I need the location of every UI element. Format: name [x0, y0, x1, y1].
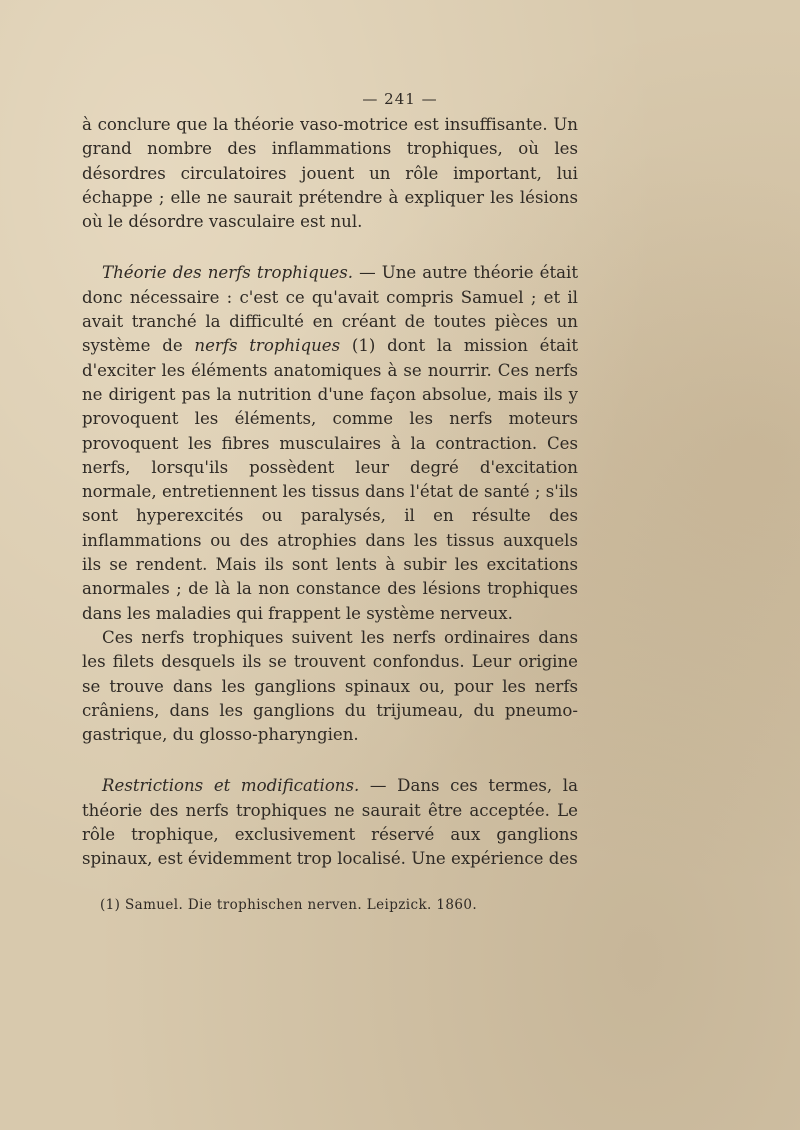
section-heading-restrictions: Restrictions et modifications. [102, 776, 360, 796]
paragraph-text: — Dans ces termes, la théorie des nerfs trophiques ne saurait être acceptée. Le rôle trophique, exclusivement réservé aux ganglions spinaux, est évidemment trop localisé. Une expérience des [82, 776, 579, 869]
term-trophic-nerves: nerfs trophiques [194, 336, 341, 356]
paragraph-trophic-nerves-origin: Ces nerfs trophiques suivent les nerfs ordinaires dans les filets desquels ils se trouvent confondus. Leur origine se trouve dans les ganglions spinaux ou, pour les nerfs crâniens, dans les ganglions du trijumeau, du pneumo-gastrique, du glosso-pharyngien. [82, 627, 578, 745]
footnote: (1) Samuel. Die trophischen nerven. Leipzick. 1860. [100, 897, 478, 913]
paragraph-text: (1) dont la mission était d'exciter les éléments anatomiques à se nourrir. Ces nerfs ne dirigent pas la nutrition d'une façon absolue, mais ils y provoquent les éléments, comme les nerfs moteurs provoquent les fibres musculaires à la contraction. Ces nerfs, lorsqu'ils possèdent leur degré d'excitation normale, entretiennent les tissus dans l'état de santé ; s'ils sont hyperexcités ou paralysés, il en résulte des inflammations ou des atrophies dans les tissus auxquels ils se rendent. Mais ils sont lents à subir les excitations anormales ; de là la non constance des lésions trophiques dans les maladies qui frappent le système nerveux. [82, 336, 578, 623]
paragraph-restrictions [82, 774, 578, 871]
body-text [82, 113, 578, 872]
paragraph-trophic-nerves-theory [82, 261, 578, 625]
section-heading-trophic-nerves: Théorie des nerfs trophiques. [102, 263, 353, 283]
paragraph-vaso-motor-conclusion: à conclure que la théorie vaso-motrice est insuffisante. Un grand nombre des inflammations trophiques, où les désordres circulatoires jouent un rôle important, lui échappe ; elle ne saurait prétendre à expliquer les lésions où le désordre vasculaire est nul. [82, 115, 578, 232]
page-number: — 241 — [362, 90, 438, 108]
paragraph-text: — Une autre théorie était donc nécessaire : c'est ce qu'avait compris Samuel ; et il avait tranché la difficulté en créant de toutes pièces un système de [82, 263, 578, 356]
